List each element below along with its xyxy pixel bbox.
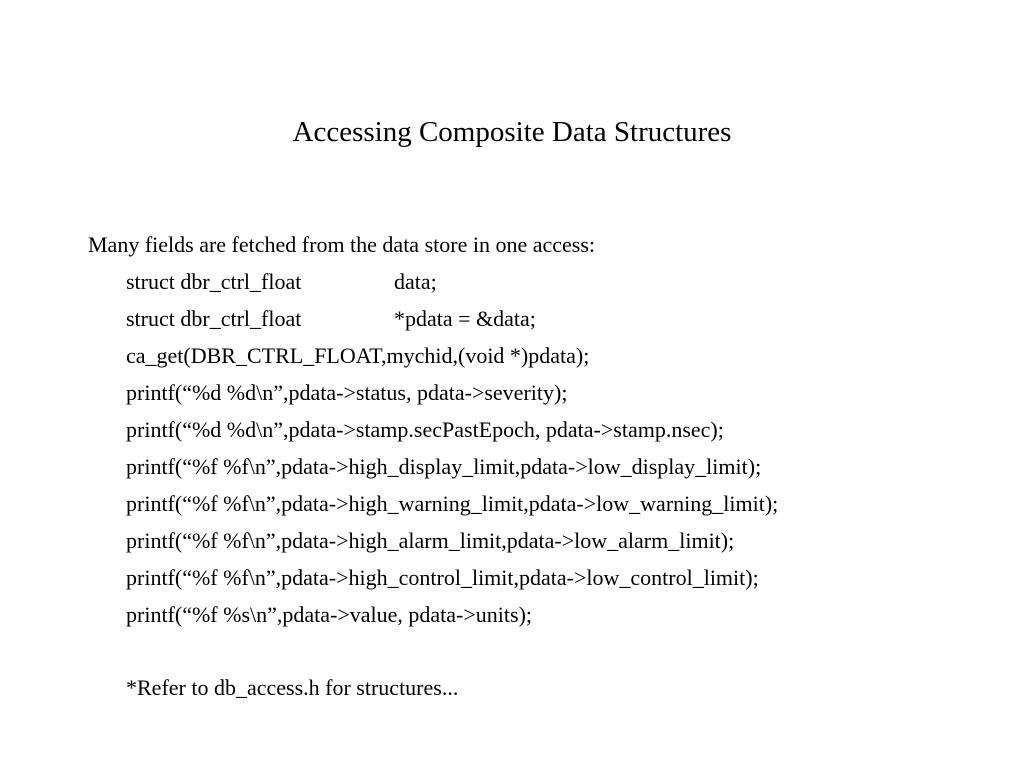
code-statement: printf(“%f %f\n”,pdata->high_warning_limit,pdata->low_warning_limit); [126, 491, 779, 516]
code-block [126, 267, 778, 637]
slide-title: Accessing Composite Data Structures [292, 116, 732, 148]
declaration-name: *pdata = &data; [394, 306, 536, 331]
declaration-name: data; [394, 269, 437, 294]
declaration-type: struct dbr_ctrl_float [126, 306, 302, 331]
footnote: *Refer to db_access.h for structures... [126, 675, 459, 700]
code-statement: ca_get(DBR_CTRL_FLOAT,mychid,(void *)pdata); [126, 343, 590, 368]
code-statement: printf(“%f %f\n”,pdata->high_control_limit,pdata->low_control_limit); [126, 565, 759, 590]
intro-text: Many fields are fetched from the data store in one access: [88, 232, 596, 257]
declaration-line [126, 267, 778, 304]
code-statement: printf(“%f %f\n”,pdata->high_display_limit,pdata->low_display_limit); [126, 454, 762, 479]
code-statement: printf(“%d %d\n”,pdata->stamp.secPastEpoch, pdata->stamp.nsec); [126, 417, 724, 442]
code-statement: printf(“%f %s\n”,pdata->value, pdata->units); [126, 602, 533, 627]
declaration-line [126, 304, 778, 341]
code-statement: printf(“%d %d\n”,pdata->status, pdata->severity); [126, 380, 568, 405]
code-statement: printf(“%f %f\n”,pdata->high_alarm_limit,pdata->low_alarm_limit); [126, 528, 735, 553]
declaration-type: struct dbr_ctrl_float [126, 269, 302, 294]
